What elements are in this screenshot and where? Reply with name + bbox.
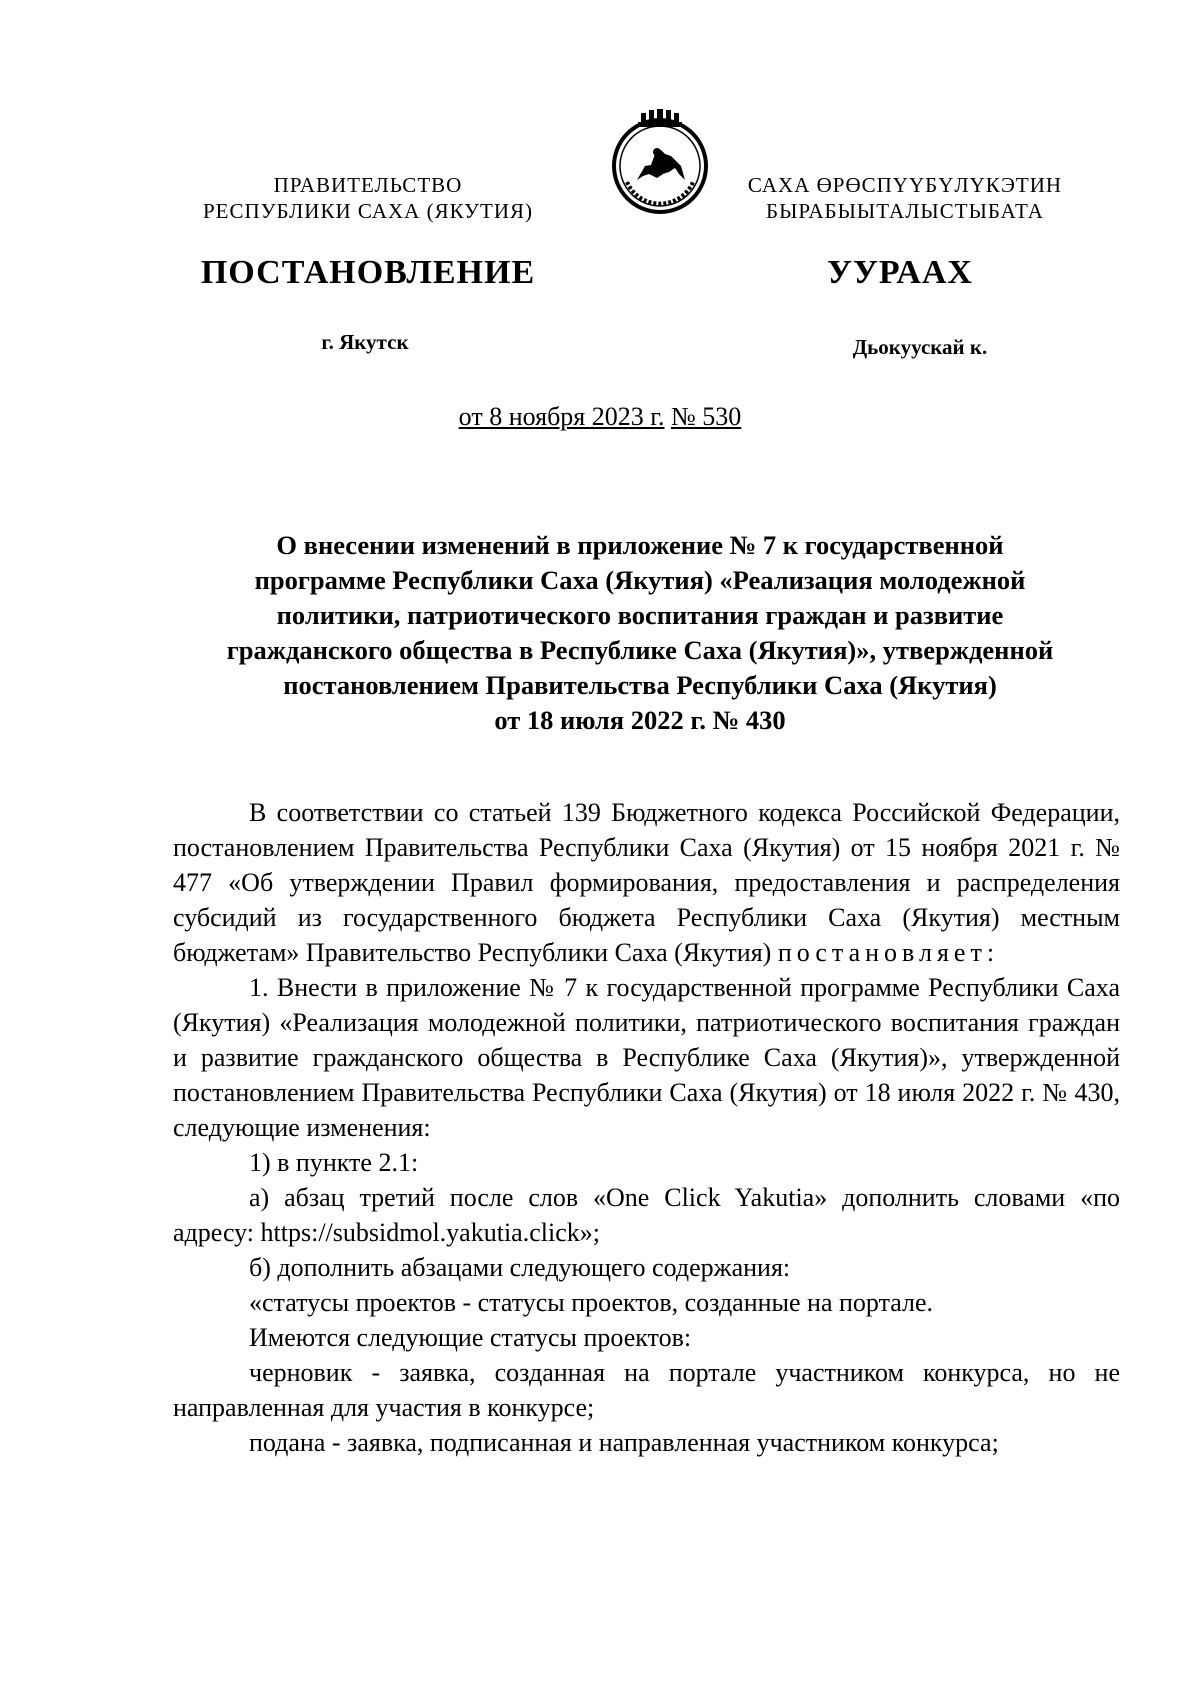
city-yakut: Дьокуускай к. [852,335,988,359]
body-paragraph: черновик - заявка, созданная на портале участником конкурса, но не направленная для участия в конкурсе; [173,1358,1120,1422]
subject-line: от 18 июля 2022 г. № 430 [494,705,786,735]
body-paragraph: «статусы проектов - статусы проектов, созданные на портале. [249,1288,934,1317]
body-paragraph: Имеются следующие статусы проектов: [249,1323,692,1352]
subject-line: гражданского общества в Республике Саха (Якутия)», утвержденной [226,635,1054,665]
header-left-line1: ПРАВИТЕЛЬСТВО [273,173,463,197]
resolves-word: постановляет: [777,938,1000,967]
subject-line: О внесении изменений в приложение № 7 к государственной [276,530,1004,560]
body-paragraph: а) абзац третий после слов «One Click Yakutia» дополнить словами «по адресу: https://subsidmol.yakutia.click»; [173,1183,1120,1247]
doc-title-russian: ПОСТАНОВЛЕНИЕ [200,254,536,291]
document-number: № 530 [671,402,742,431]
header-right-line1: САХА ӨРӨСПҮҮБҮЛҮКЭТИН [747,173,1063,197]
body-paragraph-text: В соответствии со статьей 139 Бюджетного кодекса Российской Федерации, постановлением Правительства Республики Саха (Якутия) от 15 ноября 2021 г. № 477 «Об утверждении Правил формирования, предоставления и распределения субсидий из государственного бюджета Республики Саха (Якутия) местным бюджетам» Правительство Республики Саха (Якутия) [173,798,1120,967]
header-left [178,172,558,224]
body-paragraph: б) дополнить абзацами следующего содержания: [249,1253,791,1282]
city-russian: г. Якутск [321,330,409,354]
header-left-line2: РЕСПУБЛИКИ САХА (ЯКУТИЯ) [202,199,534,223]
subject-line: программе Республики Саха (Якутия) «Реализация молодежной [254,565,1026,595]
document-date: от 8 ноября 2023 г. [458,402,665,431]
subject-line: политики, патриотического воспитания граждан и развитие [276,600,1004,630]
body-paragraph: 1) в пункте 2.1: [249,1148,419,1177]
body-paragraph: подана - заявка, подписанная и направленная участником конкурса; [249,1428,999,1457]
document-body [173,795,1120,1460]
document-date-number [0,402,1200,432]
header-right [690,172,1120,224]
doc-title-yakut: УУРААХ [827,254,973,291]
document-subject [190,528,1090,738]
body-paragraph [173,795,1120,970]
body-paragraph: 1. Внести в приложение № 7 к государственной программе Республики Саха (Якутия) «Реализация молодежной политики, патриотического воспитания граждан и развитие гражданского общества в Республике Саха (Якутия)», утвержденной постановлением Правительства Республики Саха (Якутия) от 18 июля 2022 г. № 430, следующие изменения: [173,973,1120,1142]
header-right-line2: БЫРАБЫЫТАЛЫСТЫБАТА [766,199,1044,223]
subject-line: постановлением Правительства Республики Саха (Якутия) [283,670,997,700]
